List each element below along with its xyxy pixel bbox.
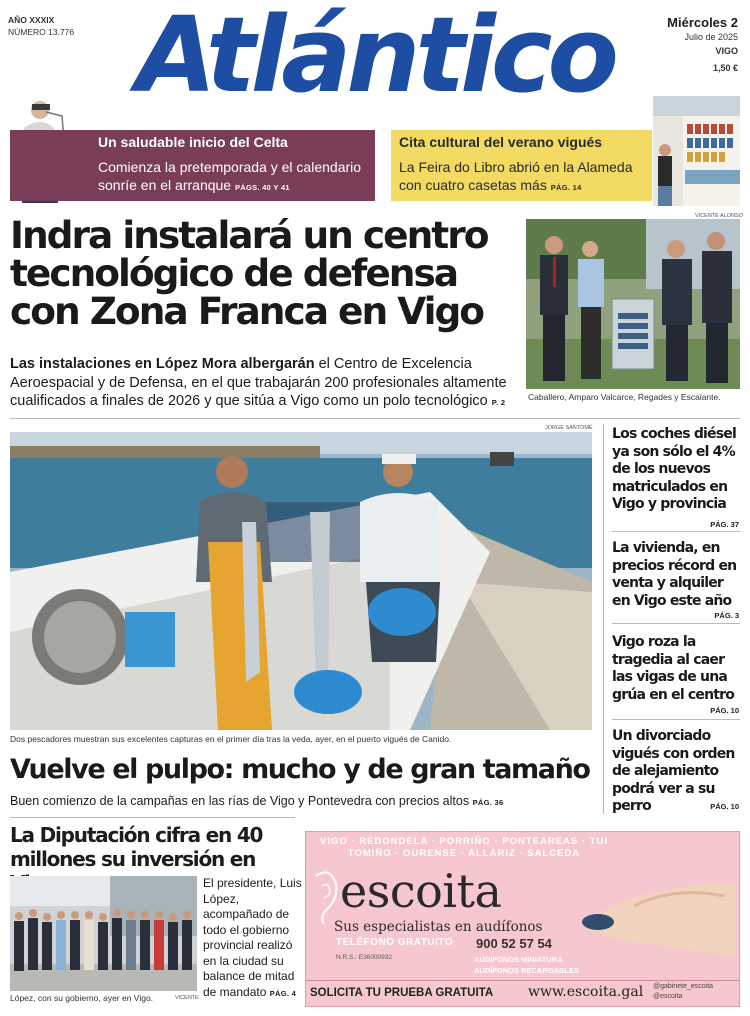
teaser-celta-page: PÁGS. 40 Y 41 [234, 183, 290, 192]
main-headline-line: con Zona Franca en Vigo [10, 289, 484, 333]
officials-photo[interactable] [526, 219, 740, 389]
side-story-4[interactable]: Un divorciado vigués con orden de alejamiento podrá ver a su perro [612, 728, 735, 814]
hand-hearing-aid-icon [574, 856, 738, 967]
side-divider [612, 531, 740, 532]
main-photo-credit: VICENTE ALONSO [695, 213, 743, 219]
teaser-celta-title: Un saludable inicio del Celta [98, 134, 288, 150]
teaser-feira[interactable] [391, 130, 652, 201]
ad-social[interactable]: @escoita [653, 993, 683, 1000]
ad-url[interactable]: www.escoita.gal [528, 984, 644, 1000]
price: 1,50 € [712, 63, 738, 73]
pulpo-deck: Buen comienzo de la campañas en las rías de Vigo y Pontevedra con precios altos PÁG. 36 [10, 794, 504, 808]
masthead [0, 0, 750, 116]
ad-brand: escoita [340, 864, 502, 918]
issue-month-year: Julio de 2025 [684, 32, 738, 42]
side-story-2[interactable]: La vivienda, en precios récord en venta y alquiler en Vigo este año [612, 540, 737, 609]
ad-towns: VIGO · REDONDELA · PORRIÑO · PONTEAREAS · TUI TOMIÑO · OURENSE · ALLARIZ · SALCEDA [320, 836, 608, 859]
diputacion-body: El presidente, Luis López, acompañado de todo el gobierno provincial realizó en la ciudad su balance de mitad de mandato PÁG. 4 [203, 876, 302, 999]
edition: VIGO [715, 46, 738, 56]
date-info [667, 16, 738, 75]
ad-social[interactable]: @gabinete_escoita [653, 983, 714, 990]
main-page-ref: P. 2 [491, 398, 506, 407]
pulpo-headline[interactable]: Vuelve el pulpo: mucho y de gran tamaño [10, 754, 590, 785]
teaser-feira-summary: La Feira do Libro abrió en la Alameda con cuatro casetas más PÁG. 14 [399, 159, 633, 193]
government-photo[interactable] [10, 876, 197, 991]
newspaper-logo[interactable]: Atlántico [136, 0, 614, 116]
fishermen-photo[interactable] [10, 432, 592, 730]
side-divider [612, 719, 740, 720]
ad-phone-label: TELÉFONO GRATUITO [336, 937, 454, 948]
book-fair-photo[interactable] [653, 96, 740, 206]
teaser-feira-page: PÁG. 14 [550, 183, 582, 192]
side-story-3[interactable]: Vigo roza la tragedia al caer las vigas de una grúa en el centro [612, 634, 735, 703]
ad-feature: AUDÍFONOS RECARGABLES [474, 966, 580, 975]
issue-number: NÚMERO 13.776 [8, 27, 75, 37]
ad-feature: AUDÍFONOS MINIATURA [474, 955, 563, 964]
ad-tagline: Sus especialistas en audífonos [334, 919, 543, 935]
side-divider [612, 623, 740, 624]
section-divider [10, 418, 740, 419]
diputacion-headline[interactable]: La Diputación cifra en 40 millones su inversión en [10, 823, 263, 871]
column-divider [603, 424, 604, 814]
side-story-1[interactable]: Los coches diésel ya son sólo el 4% de los nuevos matriculados en Vigo y provincia [612, 426, 736, 512]
ad-cta[interactable]: SOLICITA TU PRUEBA GRATUITA [310, 987, 494, 999]
main-headline[interactable] [10, 213, 515, 333]
photo-caption: Dos pescadores muestran sus excelentes capturas en el primer día tras la veda, ayer, en el puerto vigués de Canido. [10, 734, 452, 744]
main-deck-body: el Centro de Excelencia Aeroespacial y de Defensa, en el que trabajarán 200 profesionales altamente cualificados a finales de 2026 y que sitúa a Vigo como un polo tecnológico [10, 356, 507, 409]
issue-year: AÑO XXXIX [8, 15, 55, 25]
ad-nrs: N.R.S.: E36000932 [336, 954, 393, 961]
ad-phone[interactable]: 900 52 57 54 [476, 936, 552, 951]
section-divider [10, 817, 295, 818]
side-story-1-page: PÁG. 37 [710, 520, 739, 529]
photo-credit: JORGE SANTOMÉ [545, 425, 593, 431]
diputacion-page-ref: PÁG. 4 [269, 988, 297, 998]
main-photo-caption: Caballero, Amparo Valcarce, Regades y Escalante. [528, 392, 721, 402]
teaser-celta[interactable] [10, 130, 375, 201]
issue-info [8, 14, 74, 38]
teaser-feira-title: Cita cultural del verano vigués [399, 134, 603, 150]
main-deck-lead: Las instalaciones en López Mora albergarán [10, 356, 315, 372]
side-story-3-page: PÁG. 10 [710, 706, 739, 715]
main-headline-line: tecnológico de defensa [10, 251, 458, 295]
escoita-ad[interactable] [305, 831, 740, 1007]
issue-weekday: Miércoles 2 [667, 15, 738, 30]
main-headline-line: Indra instalará un centro [10, 213, 488, 257]
side-story-2-page: PÁG. 3 [714, 611, 739, 620]
government-photo-credit: VICENTE [175, 995, 199, 1001]
main-deck [10, 355, 515, 413]
side-story-4-page: PÁG. 10 [710, 802, 739, 811]
pulpo-page-ref: PÁG. 36 [472, 798, 504, 807]
government-photo-caption: López, con su gobierno, ayer en Vigo. [10, 993, 154, 1003]
teaser-celta-summary: Comienza la pretemporada y el calendario sonríe en el arranque PÁGS. 40 Y 41 [98, 159, 362, 193]
